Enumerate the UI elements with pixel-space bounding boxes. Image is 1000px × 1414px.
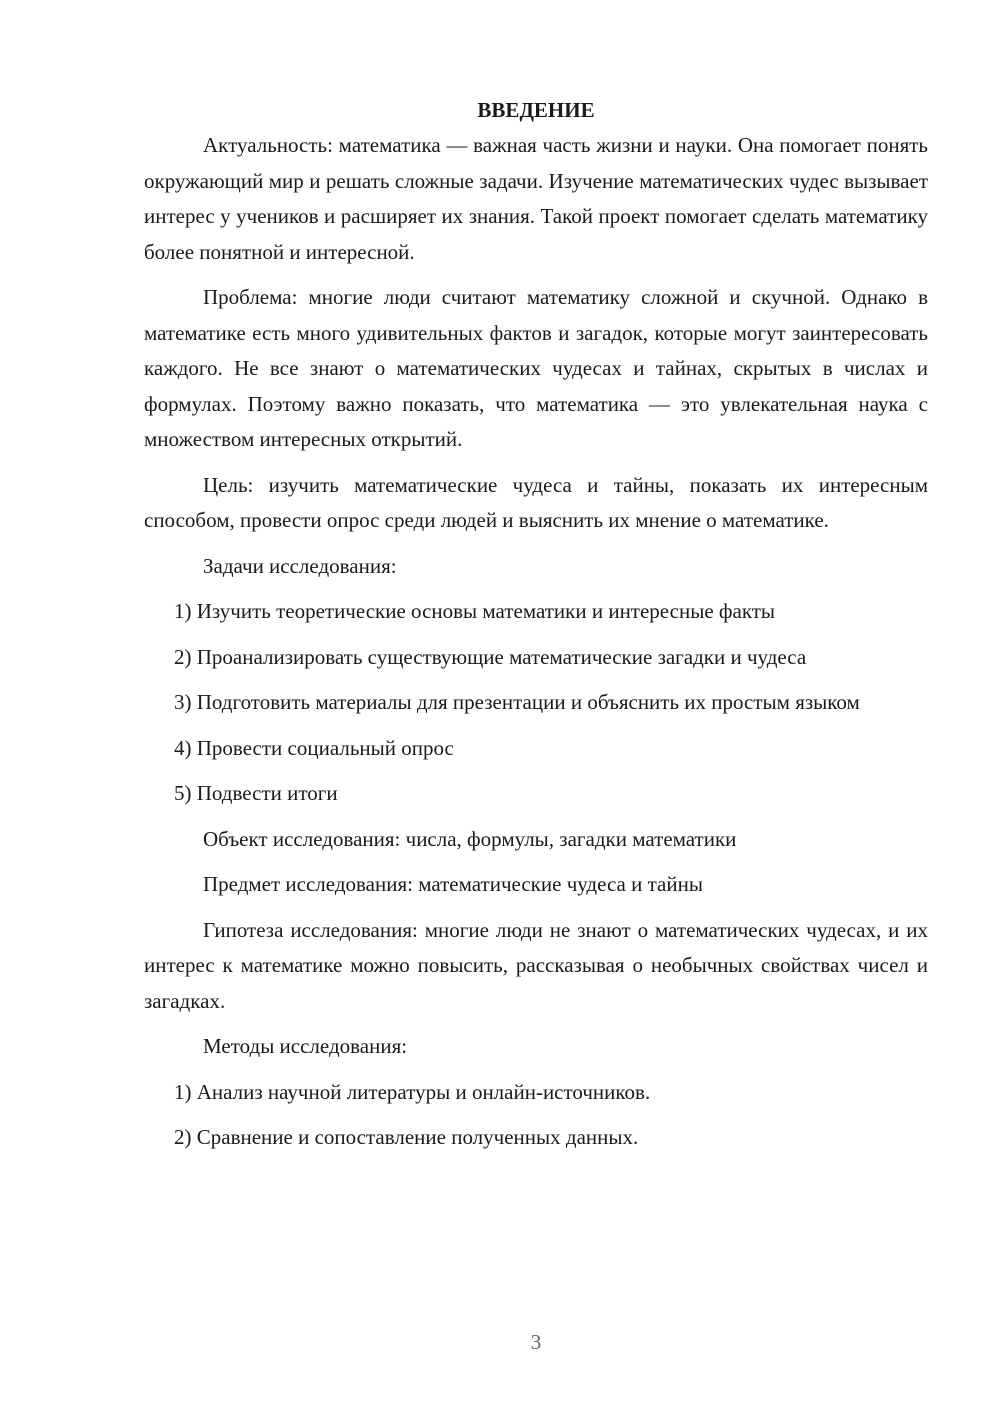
paragraph-hypothesis: Гипотеза исследования: многие люди не знают о математических чудесах, и их интерес к математике можно повысить, рассказывая о необычных свойствах чисел и загадках. xyxy=(144,917,928,1013)
paragraph-problem: Проблема: многие люди считают математику сложной и скучной. Однако в математике есть много удивительных фактов и загадок, которые могут заинтересовать каждого. Не все знают о математических чудесах и тайнах, скрытых в числах и формулах. Поэтому важно показать, что математика — это увлекательная наука с множеством интересных открытий. xyxy=(144,285,928,451)
paragraph-goal: Цель: изучить математические чудеса и тайны, показать их интересным способом, провести опрос среди людей и выяснить их мнение о математике. xyxy=(144,472,928,532)
task-item-3: 3) Подготовить материалы для презентации и объяснить их простым языком xyxy=(174,690,860,714)
page-number: 3 xyxy=(530,1330,542,1354)
task-item-1: 1) Изучить теоретические основы математики и интересные факты xyxy=(174,599,776,623)
section-title: ВВЕДЕНИЕ xyxy=(477,98,595,122)
task-item-5: 5) Подвести итоги xyxy=(174,781,338,805)
method-item-1: 1) Анализ научной литературы и онлайн-источников. xyxy=(174,1079,651,1104)
methods-heading: Методы исследования: xyxy=(203,1034,408,1058)
paragraph-object: Объект исследования: числа, формулы, загадки математики xyxy=(203,826,737,851)
paragraph-relevance: Актуальность: математика — важная часть жизни и науки. Она помогает понять окружающий мир и решать сложные задачи. Изучение математических чудес вызывает интерес у учеников и расширяет их знания. Такой проект помогает сделать математику более понятной и интересной. xyxy=(144,133,928,264)
method-item-2: 2) Сравнение и сопоставление полученных данных. xyxy=(174,1125,639,1149)
paragraph-subject: Предмет исследования: математические чудеса и тайны xyxy=(203,872,703,896)
task-item-2: 2) Проанализировать существующие математические загадки и чудеса xyxy=(174,644,807,669)
tasks-heading: Задачи исследования: xyxy=(203,553,397,578)
task-item-4: 4) Провести социальный опрос xyxy=(174,735,454,760)
